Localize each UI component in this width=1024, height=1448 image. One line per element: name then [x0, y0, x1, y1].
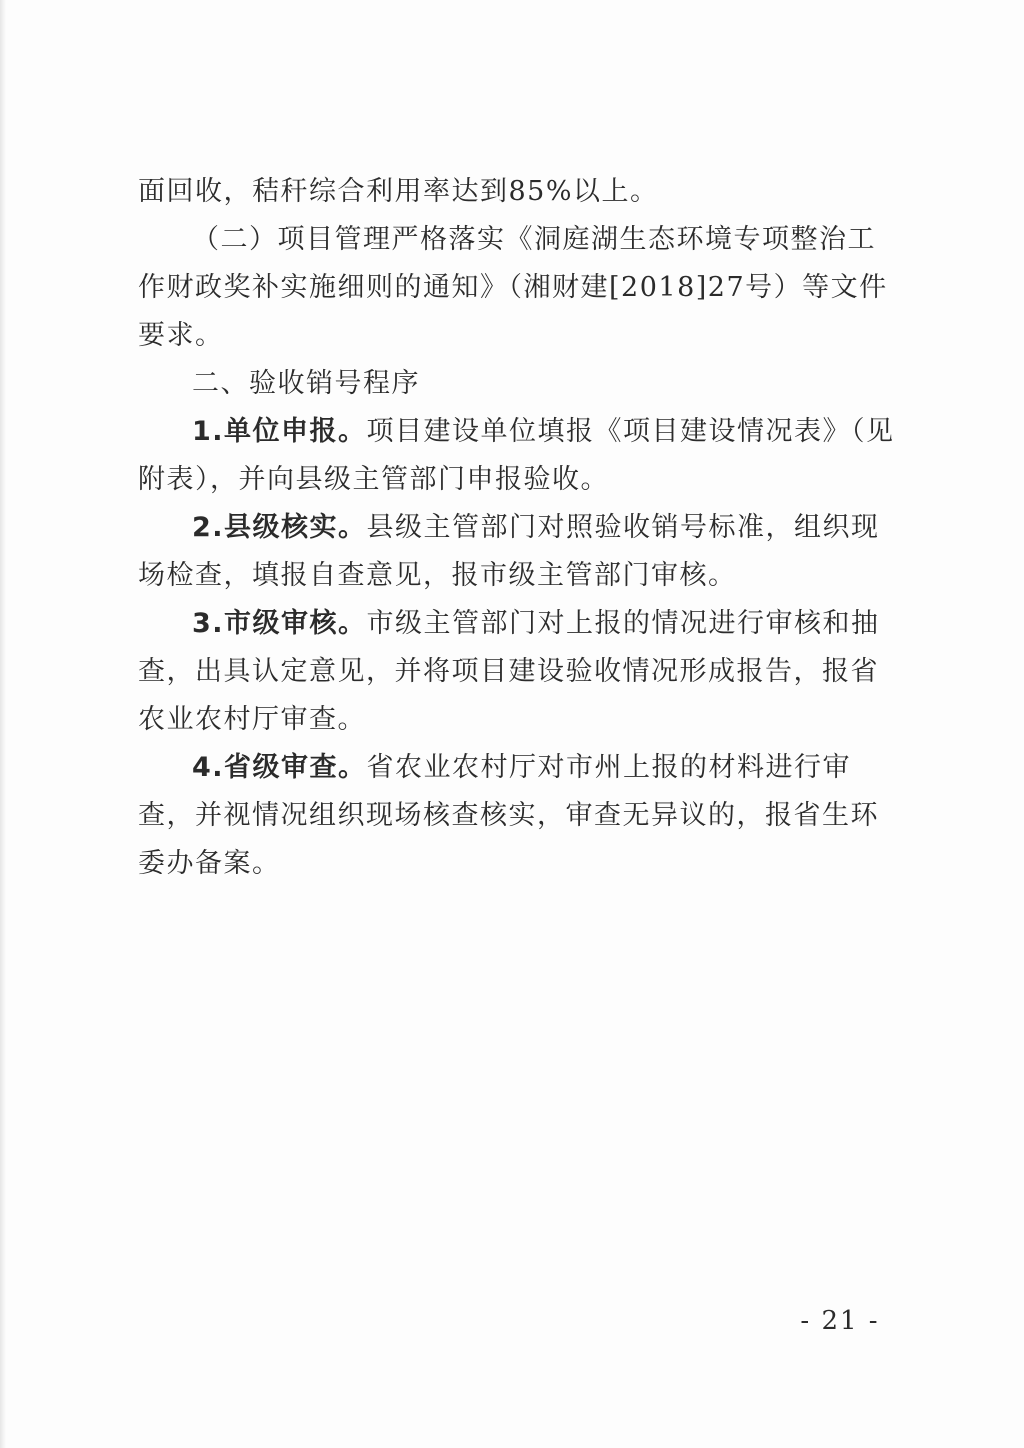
- step-county-verification: [138, 504, 898, 600]
- step-lead: 4.省级审查。: [192, 752, 367, 783]
- page-number: - 21 -: [800, 1306, 880, 1336]
- paragraph-text: 面回收，秸秆综合利用率达到85%以上。: [138, 176, 659, 207]
- step-text: 市级主管部门对上报的情况进行审核和抽查，出具认定意见，并将项目建设验收情况形成报告，报省农业农村厅审查。: [138, 608, 880, 735]
- step-unit-application: [138, 408, 898, 504]
- scan-edge: [0, 0, 6, 1448]
- step-lead: 3.市级审核。: [192, 608, 367, 639]
- step-lead: 2.县级核实。: [192, 512, 367, 543]
- document-body: [138, 168, 898, 888]
- step-text: 项目建设单位填报《项目建设情况表》（见附表），并向县级主管部门申报验收。: [138, 416, 895, 495]
- section-heading: 二、验收销号程序: [192, 368, 420, 399]
- paragraph-text: （二）项目管理严格落实《洞庭湖生态环境专项整治工作财政奖补实施细则的通知》（湘财建[2018]27号）等文件要求。: [138, 224, 888, 351]
- step-text: 县级主管部门对照验收销号标准，组织现场检查，填报自查意见，报市级主管部门审核。: [138, 512, 880, 591]
- step-city-review: [138, 600, 898, 744]
- paragraph-continuation: [138, 168, 898, 216]
- step-province-examination: [138, 744, 898, 888]
- paragraph-project-management: [138, 216, 898, 360]
- step-lead: 1.单位申报。: [192, 416, 367, 447]
- step-text: 省农业农村厅对市州上报的材料进行审查，并视情况组织现场核查核实，审查无异议的，报省生环委办备案。: [138, 752, 879, 879]
